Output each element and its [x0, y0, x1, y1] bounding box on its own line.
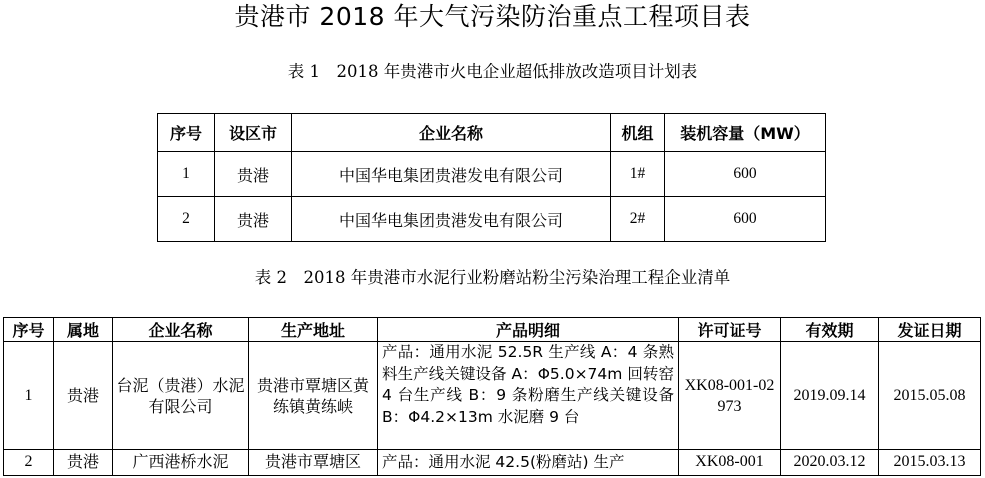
header-cell: 发证日期 [879, 318, 981, 342]
unit-cell: 1# [611, 152, 665, 197]
city-cell: 贵港 [215, 152, 292, 197]
company-cell: 广西港桥水泥 [113, 450, 249, 476]
header-cell: 设区市 [215, 114, 292, 152]
locality-cell: 贵港 [54, 450, 113, 476]
table-header-row [4, 318, 981, 342]
validity-cell: 2020.03.12 [781, 450, 879, 476]
header-cell: 企业名称 [113, 318, 249, 342]
capacity-cell: 600 [665, 152, 826, 197]
header-cell: 有效期 [781, 318, 879, 342]
power-plant-table [157, 113, 826, 242]
table-header-row [158, 114, 826, 152]
cement-plant-table [3, 317, 981, 476]
index-cell: 2 [158, 197, 215, 242]
index-cell: 1 [158, 152, 215, 197]
table1-title: 表 1 2018 年贵港市火电企业超低排放改造项目计划表 [287, 62, 698, 81]
company-cell: 中国华电集团贵港发电有限公司 [292, 197, 611, 242]
header-cell: 属地 [54, 318, 113, 342]
issue-date-cell: 2015.05.08 [879, 342, 981, 450]
header-cell: 机组 [611, 114, 665, 152]
table-row [158, 152, 826, 197]
product-detail-cell: 产品：通用水泥 52.5R 生产线 A：4 条熟料生产线关键设备 A：Φ5.0×74m 回转窑 4 台生产线 B：9 条粉磨生产线关键设备 B：Φ4.2×13m 水泥磨 9 台 [378, 342, 679, 450]
unit-cell: 2# [611, 197, 665, 242]
table-row [4, 342, 981, 450]
header-cell: 产品明细 [378, 318, 679, 342]
license-cell: XK08-001-02973 [679, 342, 781, 450]
page-title: 贵港市 2018 年大气污染防治重点工程项目表 [234, 2, 751, 31]
table-row [158, 197, 826, 242]
index-cell: 1 [4, 342, 54, 450]
address-cell: 贵港市覃塘区 [249, 450, 378, 476]
table-row [4, 450, 981, 476]
index-cell: 2 [4, 450, 54, 476]
header-cell: 装机容量（MW） [665, 114, 826, 152]
product-detail-cell: 产品：通用水泥 42.5(粉磨站) 生产 [378, 450, 679, 476]
table2-title: 表 2 2018 年贵港市水泥行业粉磨站粉尘污染治理工程企业清单 [254, 268, 731, 287]
address-cell: 贵港市覃塘区黄练镇黄练峡 [249, 342, 378, 450]
locality-cell: 贵港 [54, 342, 113, 450]
header-cell: 序号 [158, 114, 215, 152]
validity-cell: 2019.09.14 [781, 342, 879, 450]
header-cell: 生产地址 [249, 318, 378, 342]
capacity-cell: 600 [665, 197, 826, 242]
header-cell: 序号 [4, 318, 54, 342]
license-cell: XK08-001 [679, 450, 781, 476]
company-cell: 中国华电集团贵港发电有限公司 [292, 152, 611, 197]
header-cell: 许可证号 [679, 318, 781, 342]
issue-date-cell: 2015.03.13 [879, 450, 981, 476]
company-cell: 台泥（贵港）水泥有限公司 [113, 342, 249, 450]
city-cell: 贵港 [215, 197, 292, 242]
header-cell: 企业名称 [292, 114, 611, 152]
